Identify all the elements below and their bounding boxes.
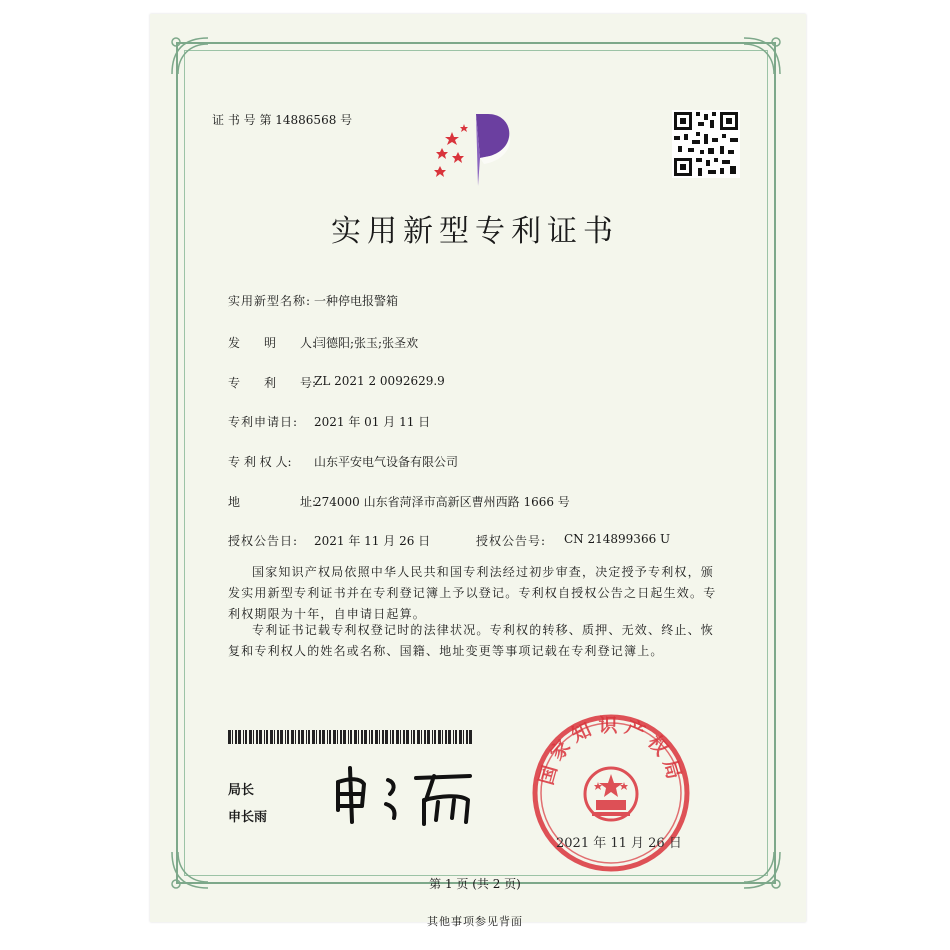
field-label-name: 实用新型名称:	[228, 294, 312, 308]
field-value-address: 274000 山东省菏泽市高新区曹州西路 1666 号	[314, 495, 570, 509]
certificate-number: 证 书 号 第 14886568 号	[212, 113, 353, 127]
certificate-title: 实用新型专利证书	[331, 214, 619, 249]
svg-text:国家知识产权局: 国家知识产权局	[535, 714, 687, 788]
field-label-patentee: 专 利 权 人:	[228, 455, 292, 469]
qr-code-icon	[672, 110, 740, 178]
field-value-filing-date: 2021 年 01 月 11 日	[314, 415, 431, 429]
field-label-filing-date: 专利申请日:	[228, 415, 299, 429]
field-label-address: 地 址:	[228, 495, 317, 509]
ornament-corner-icon	[168, 34, 214, 80]
page-number: 第 1 页 (共 2 页)	[429, 877, 521, 891]
barcode-icon	[228, 730, 472, 744]
grant-date-label: 授权公告日:	[228, 534, 299, 548]
director-name: 申长雨	[228, 810, 268, 825]
seal-date: 2021 年 11 月 26 日	[556, 836, 682, 851]
statement-paragraph-1: 国家知识产权局依照中华人民共和国专利法经过初步审查，决定授予专利权，颁发实用新型专利证书并在专利登记簿上予以登记。专利权自授权公告之日起生效。专利权期限为十年，自申请日起算。	[228, 565, 717, 621]
signature-icon	[330, 760, 490, 830]
field-value-inventor: 闫德阳;张玉;张圣欢	[314, 336, 419, 350]
grant-date-value: 2021 年 11 月 26 日	[314, 534, 431, 548]
field-label-inventor: 发 明 人:	[228, 336, 317, 350]
grant-no-value: CN 214899366 U	[564, 532, 671, 546]
field-value-patentee: 山东平安电气设备有限公司	[314, 455, 459, 469]
statement-paragraph-2: 专利证书记载专利权登记时的法律状况。专利权的转移、质押、无效、终止、恢复和专利权人的姓名或名称、国籍、地址变更等事项记载在专利登记簿上。	[228, 623, 715, 658]
back-note: 其他事项参见背面	[427, 915, 523, 928]
field-label-patent-no: 专 利 号:	[228, 376, 317, 390]
grant-no-label: 授权公告号:	[476, 534, 547, 548]
director-title: 局长	[228, 783, 255, 798]
ornament-corner-icon	[738, 34, 784, 80]
cnipa-logo-icon	[428, 108, 524, 190]
field-value-name: 一种停电报警箱	[314, 294, 399, 308]
field-value-patent-no: ZL 2021 2 0092629.9	[314, 374, 445, 388]
